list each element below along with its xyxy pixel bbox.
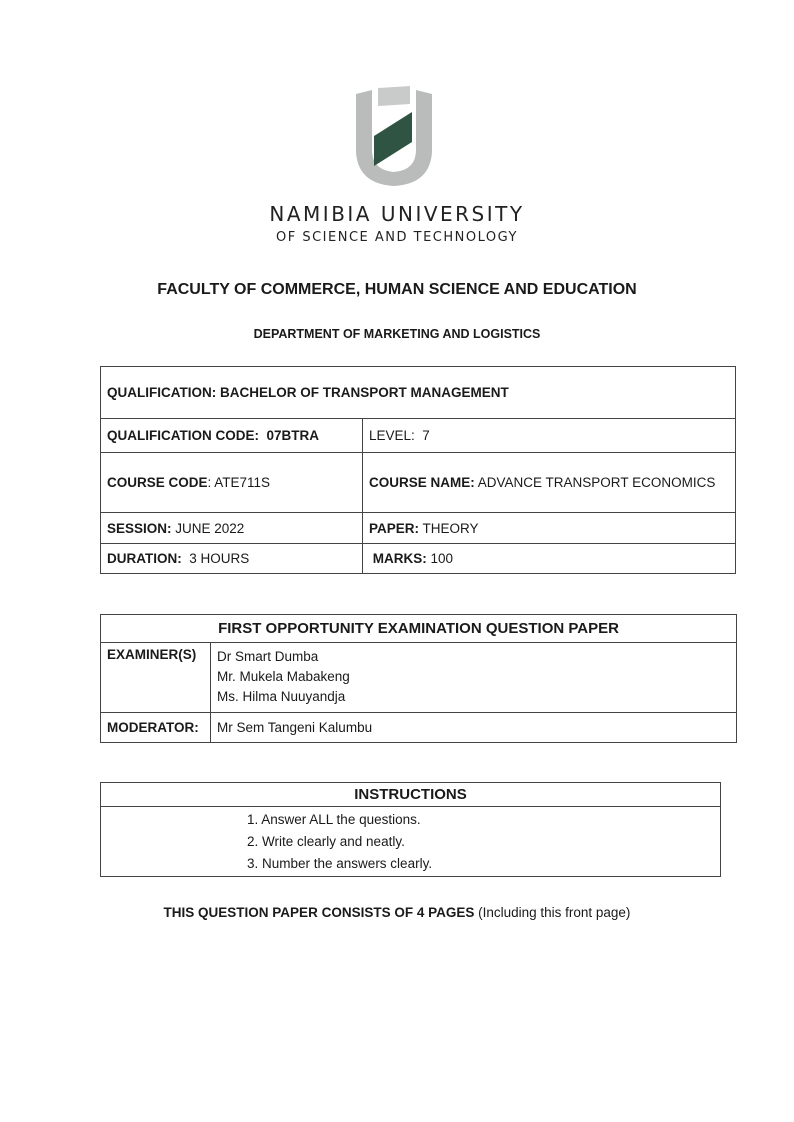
- instruction-item: 2. Write clearly and neatly.: [247, 833, 405, 849]
- instructions-table: [100, 782, 721, 877]
- examiners-list: [211, 643, 737, 713]
- course-name-cell: COURSE NAME: ADVANCE TRANSPORT ECONOMICS: [363, 453, 736, 513]
- moderator-name: Mr Sem Tangeni Kalumbu: [211, 713, 737, 743]
- session-cell: SESSION: JUNE 2022: [101, 513, 363, 544]
- examiners-table: [100, 614, 737, 743]
- level-cell: LEVEL: 7: [363, 419, 736, 453]
- course-code-cell: COURSE CODE: ATE711S: [101, 453, 363, 513]
- instruction-item: 3. Number the answers clearly.: [247, 855, 433, 871]
- department-title: DEPARTMENT OF MARKETING AND LOGISTICS: [253, 327, 541, 341]
- marks-cell: MARKS: 100: [363, 544, 736, 574]
- instructions-title: INSTRUCTIONS: [101, 783, 721, 807]
- instructions-list: [101, 807, 721, 877]
- university-name: NAMIBIA UNIVERSITY: [269, 202, 525, 226]
- examiners-label: EXAMINER(S): [101, 643, 211, 713]
- university-logo-icon: [354, 86, 434, 188]
- examiner: Mr. Mukela Mabakeng: [217, 669, 350, 684]
- instruction-item: 1. Answer ALL the questions.: [247, 811, 421, 827]
- moderator-label: MODERATOR:: [101, 713, 211, 743]
- page-count-note: THIS QUESTION PAPER CONSISTS OF 4 PAGES (Including this front page): [163, 905, 631, 920]
- examiner: Ms. Hilma Nuuyandja: [217, 689, 346, 704]
- examiner: Dr Smart Dumba: [217, 649, 319, 664]
- paper-cell: PAPER: THEORY: [363, 513, 736, 544]
- qualification-code-cell: QUALIFICATION CODE: 07BTRA: [101, 419, 363, 453]
- faculty-title: FACULTY OF COMMERCE, HUMAN SCIENCE AND EDUCATION: [157, 281, 637, 298]
- qualification-cell: QUALIFICATION: BACHELOR OF TRANSPORT MANAGEMENT: [101, 367, 736, 419]
- university-subtitle: OF SCIENCE AND TECHNOLOGY: [276, 230, 518, 245]
- duration-cell: DURATION: 3 HOURS: [101, 544, 363, 574]
- exam-title: FIRST OPPORTUNITY EXAMINATION QUESTION PAPER: [101, 615, 737, 643]
- course-details-table: [100, 366, 736, 574]
